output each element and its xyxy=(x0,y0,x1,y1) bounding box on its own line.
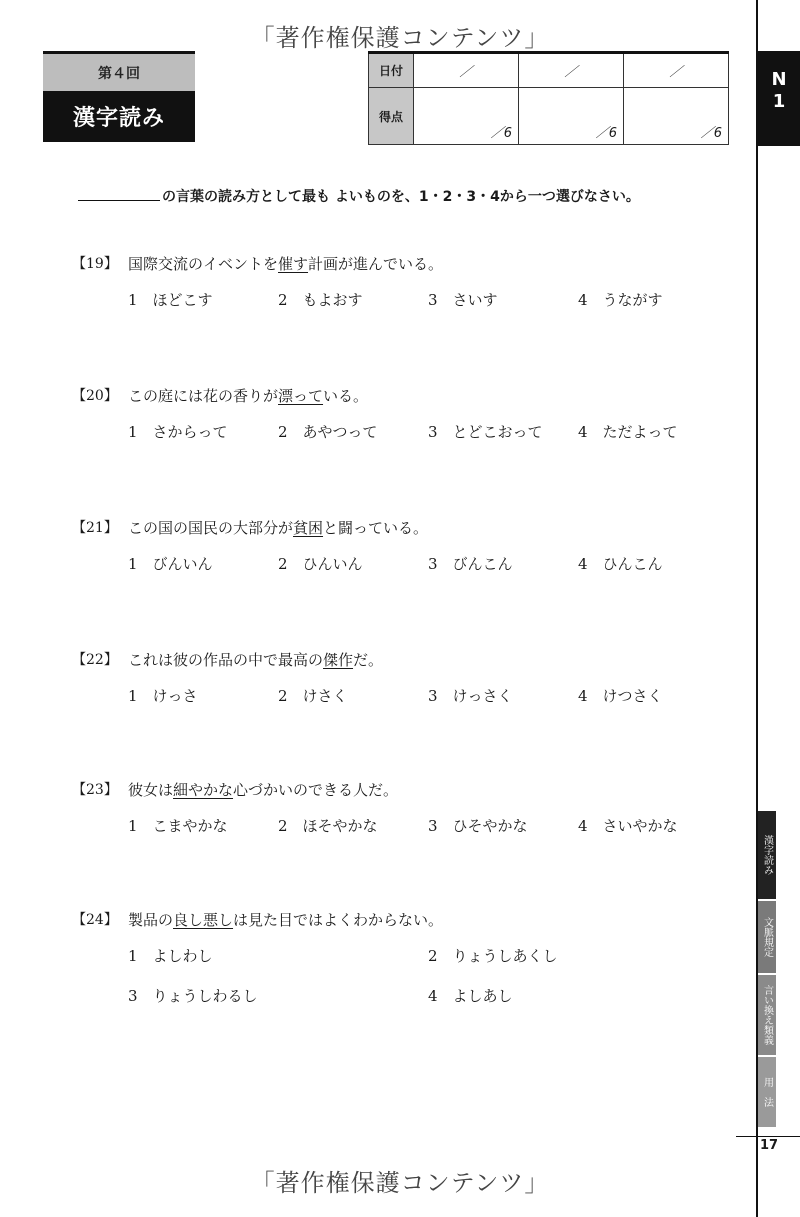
tab-kanji-reading[interactable]: 漢字読み xyxy=(758,811,776,899)
instruction xyxy=(78,186,640,206)
question-text: 彼女は細やかな心づかいのできる人だ。 xyxy=(128,780,399,799)
level-number: 1 xyxy=(772,91,786,112)
option[interactable]: 2 ひんいん xyxy=(278,555,363,573)
option[interactable]: 1 ほどこす xyxy=(128,291,213,309)
question-number: 【24】 xyxy=(72,912,118,928)
question-text: 国際交流のイベントを催す計画が進んでいる。 xyxy=(128,254,444,273)
option[interactable]: 2 けさく xyxy=(278,687,348,705)
option[interactable]: 4 ただよって xyxy=(578,423,678,441)
option[interactable]: 2 りょうしあくし xyxy=(428,947,558,965)
target-word: 貧困 xyxy=(293,518,324,537)
score-cell[interactable]: ／6 xyxy=(624,88,729,145)
option[interactable]: 1 よしわし xyxy=(128,947,213,965)
question-21 xyxy=(72,515,732,579)
target-word: 漂って xyxy=(278,386,324,405)
score-label: 得点 xyxy=(369,88,414,145)
option[interactable]: 4 けつさく xyxy=(578,687,663,705)
date-cell[interactable]: ／ xyxy=(519,53,624,88)
question-number: 【22】 xyxy=(72,652,118,668)
question-text: これは彼の作品の中で最高の傑作だ。 xyxy=(128,650,384,669)
question-24 xyxy=(72,907,732,1011)
option[interactable]: 4 よしあし xyxy=(428,987,513,1005)
tab-context[interactable]: 文脈規定 xyxy=(758,901,776,973)
option[interactable]: 3 さいす xyxy=(428,291,498,309)
option[interactable]: 3 とどこおって xyxy=(428,423,543,441)
lesson-number: 第４回 xyxy=(43,51,195,91)
option[interactable]: 3 けっさく xyxy=(428,687,513,705)
question-text: 製品の良し悪しは見た目ではよくわからない。 xyxy=(128,910,444,929)
option[interactable]: 3 ひそやかな xyxy=(428,817,528,835)
question-text: この庭には花の香りが漂っている。 xyxy=(128,386,369,405)
option[interactable]: 3 りょうしわるし xyxy=(128,987,258,1005)
question-22 xyxy=(72,647,732,711)
tab-paraphrase[interactable]: 言い換え類義 xyxy=(758,975,776,1055)
option[interactable]: 2 ほそやかな xyxy=(278,817,378,835)
option[interactable]: 1 びんいん xyxy=(128,555,213,573)
question-number: 【20】 xyxy=(72,388,118,404)
target-word: 傑作 xyxy=(323,650,354,669)
question-20 xyxy=(72,383,732,447)
page-number: 17 xyxy=(760,1138,779,1153)
option[interactable]: 2 もよおす xyxy=(278,291,363,309)
date-cell[interactable]: ／ xyxy=(624,53,729,88)
target-word: 細やかな xyxy=(173,780,234,799)
level-tab xyxy=(758,51,800,146)
option[interactable]: 3 びんこん xyxy=(428,555,513,573)
score-cell[interactable]: ／6 xyxy=(414,88,519,145)
option[interactable]: 1 こまやかな xyxy=(128,817,228,835)
page-number-rule xyxy=(736,1136,800,1137)
question-number: 【23】 xyxy=(72,782,118,798)
question-number: 【19】 xyxy=(72,256,118,272)
target-word: 良し悪し xyxy=(173,910,234,929)
option[interactable]: 2 あやつって xyxy=(278,423,378,441)
watermark-bottom: 「著作権保護コンテンツ」 xyxy=(250,1169,550,1197)
level-letter: N xyxy=(771,69,787,90)
blank-underline xyxy=(78,186,160,201)
option[interactable]: 1 さからって xyxy=(128,423,228,441)
question-text: この国の国民の大部分が貧困と闘っている。 xyxy=(128,518,429,537)
option[interactable]: 4 さいやかな xyxy=(578,817,678,835)
tab-usage[interactable]: 用 法 xyxy=(758,1057,776,1127)
instruction-text: の言葉の読み方として最も よいものを、1・2・3・4から一つ選びなさい。 xyxy=(162,189,640,205)
watermark-top: 「著作権保護コンテンツ」 xyxy=(250,24,550,52)
option[interactable]: 4 うながす xyxy=(578,291,663,309)
question-23 xyxy=(72,777,732,841)
option[interactable]: 4 ひんこん xyxy=(578,555,663,573)
target-word: 催す xyxy=(278,254,309,273)
lesson-header xyxy=(43,51,195,142)
question-number: 【21】 xyxy=(72,520,118,536)
date-label: 日付 xyxy=(369,53,414,88)
lesson-title: 漢字読み xyxy=(43,91,195,142)
score-table xyxy=(368,51,729,145)
question-19 xyxy=(72,251,732,315)
option[interactable]: 1 けっさ xyxy=(128,687,198,705)
date-cell[interactable]: ／ xyxy=(414,53,519,88)
score-cell[interactable]: ／6 xyxy=(519,88,624,145)
